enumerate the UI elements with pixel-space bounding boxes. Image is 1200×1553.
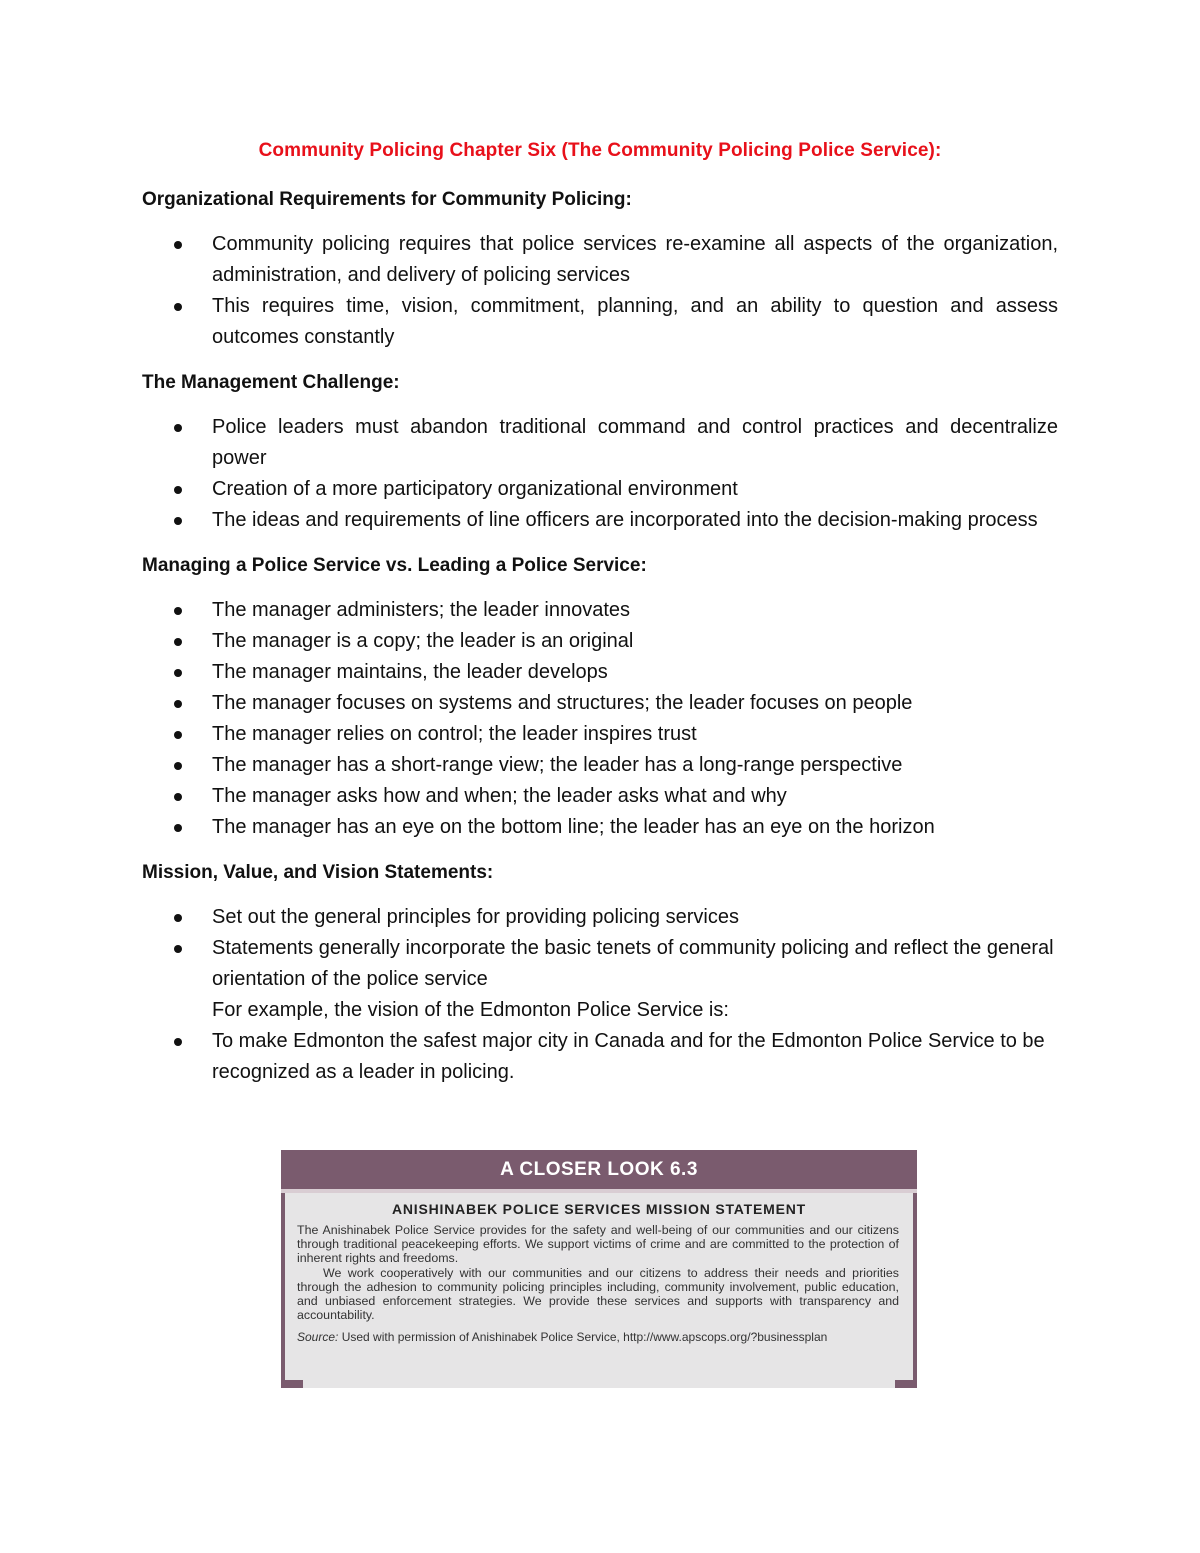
list-item: Community policing requires that police services re-examine all aspects of the organization, administration, and delivery of policing services (142, 229, 1058, 291)
list-item: This requires time, vision, commitment, planning, and an ability to question and assess outcomes constantly (142, 291, 1058, 353)
bullet-icon (174, 517, 182, 525)
mission-paragraph-2: We work cooperatively with our communities and our citizens to address their needs and priorities through the adhesion to community policing principles including, community involvement, public education, and unbiased enforcement strategies. We provide these services and supports with transparency and accountability. (297, 1265, 899, 1323)
list-item: Creation of a more participatory organizational environment (142, 474, 1058, 505)
list-item: The manager is a copy; the leader is an original (142, 626, 1058, 657)
box-border-left (281, 1193, 285, 1388)
bullet-icon (174, 914, 182, 922)
bullet-icon (174, 824, 182, 832)
list-item: Police leaders must abandon traditional command and control practices and decentralize power (142, 412, 1058, 474)
list-item: Set out the general principles for providing policing services (142, 902, 1058, 933)
section-heading-mission-statements: Mission, Value, and Vision Statements: (142, 862, 494, 883)
box-border-right (913, 1193, 917, 1388)
closer-look-body (281, 1223, 917, 1345)
bullet-icon (174, 731, 182, 739)
box-corner-right (895, 1380, 917, 1388)
bullet-icon (174, 241, 182, 249)
bullet-icon (174, 638, 182, 646)
list-item: The manager asks how and when; the leader asks what and why (142, 781, 1058, 812)
bullet-list (142, 229, 1058, 353)
bullet-list (142, 902, 1058, 995)
list-item: The ideas and requirements of line officers are incorporated into the decision-making process (142, 505, 1058, 536)
bullet-list (142, 1026, 1058, 1088)
bullet-icon (174, 945, 182, 953)
section-heading-managing-vs-leading: Managing a Police Service vs. Leading a Police Service: (142, 555, 647, 576)
bullet-icon (174, 607, 182, 615)
source-label: Source: (297, 1330, 339, 1345)
section-heading-organizational: Organizational Requirements for Community Policing: (142, 189, 632, 210)
mission-paragraph-1: The Anishinabek Police Service provides for the safety and well-being of our communities and our citizens through traditional peacekeeping efforts. We support victims of crime and are committed to the protection of inherent rights and freedoms. (297, 1223, 899, 1266)
bullet-icon (174, 793, 182, 801)
document-page (142, 140, 1058, 1102)
closer-look-box (281, 1150, 917, 1388)
list-item: The manager maintains, the leader develops (142, 657, 1058, 688)
source-citation (297, 1330, 899, 1344)
list-item: The manager has an eye on the bottom line; the leader has an eye on the horizon (142, 812, 1058, 843)
bullet-icon (174, 424, 182, 432)
list-item: The manager has a short-range view; the leader has a long-range perspective (142, 750, 1058, 781)
bullet-icon (174, 762, 182, 770)
source-text: Used with permission of Anishinabek Police Service, http://www.apscops.org/?businessplan (341, 1330, 828, 1345)
section-heading-management: The Management Challenge: (142, 372, 400, 393)
list-item: The manager administers; the leader innovates (142, 595, 1058, 626)
bullet-list (142, 595, 1058, 843)
bullet-icon (174, 700, 182, 708)
example-note: For example, the vision of the Edmonton Police Service is: (212, 999, 729, 1021)
list-item: To make Edmonton the safest major city in Canada and for the Edmonton Police Service to be recognized as a leader in policing. (142, 1026, 1058, 1088)
list-item: The manager focuses on systems and structures; the leader focuses on people (142, 688, 1058, 719)
bullet-list (142, 412, 1058, 536)
list-item: The manager relies on control; the leader inspires trust (142, 719, 1058, 750)
document-title: Community Policing Chapter Six (The Community Policing Police Service): (258, 140, 942, 161)
list-item: Statements generally incorporate the basic tenets of community policing and reflect the general orientation of the police service (142, 933, 1058, 995)
bullet-icon (174, 1038, 182, 1046)
box-corner-left (281, 1380, 303, 1388)
bullet-icon (174, 486, 182, 494)
closer-look-band: A CLOSER LOOK 6.3 (281, 1150, 917, 1193)
closer-look-title: ANISHINABEK POLICE SERVICES MISSION STATEMENT (391, 1201, 807, 1217)
bullet-icon (174, 303, 182, 311)
bullet-icon (174, 669, 182, 677)
